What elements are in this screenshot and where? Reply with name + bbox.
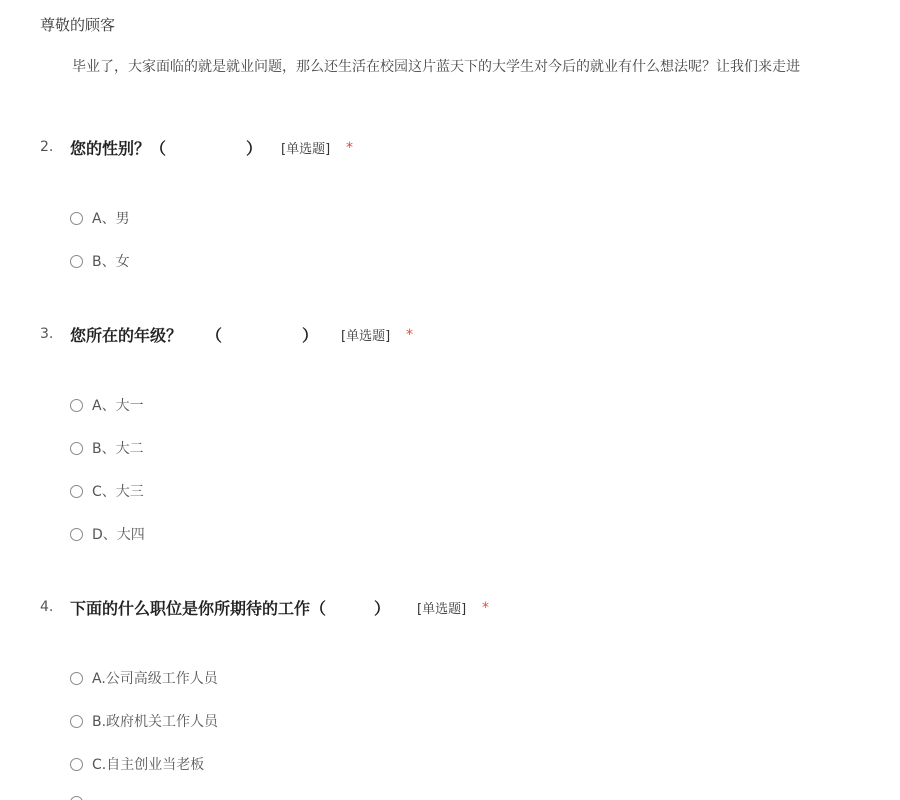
option-label: B、女 — [92, 254, 130, 270]
question-type-tag: [单选题] — [341, 329, 391, 344]
option-label: C.自主创业当老板 — [92, 757, 205, 773]
option-sophomore[interactable] — [70, 438, 144, 458]
option-label: A.公司高级工作人员 — [92, 671, 218, 687]
radio-button[interactable] — [70, 715, 83, 728]
option-corporate-senior-staff[interactable] — [70, 668, 218, 688]
option-label: B.政府机关工作人员 — [92, 714, 219, 730]
question-type-tag: [单选题] — [281, 142, 331, 157]
option-label: B、大二 — [92, 441, 144, 457]
question-title: 下面的什么职位是你所期待的工作（ ） — [70, 599, 391, 618]
option-label: A、男 — [92, 211, 130, 227]
question-type-tag: [单选题] — [417, 602, 467, 617]
option-label: A、大一 — [92, 398, 144, 414]
radio-button[interactable] — [70, 399, 83, 412]
option-female[interactable] — [70, 251, 130, 271]
radio-button[interactable] — [70, 442, 83, 455]
option-partial-hidden[interactable] — [70, 792, 92, 800]
radio-button[interactable] — [70, 528, 83, 541]
option-government-staff[interactable] — [70, 711, 218, 731]
option-junior[interactable] — [70, 481, 144, 501]
radio-button[interactable] — [70, 255, 83, 268]
greeting: 尊敬的顾客 — [40, 16, 116, 34]
option-label: C、大三 — [92, 484, 144, 500]
option-entrepreneur[interactable] — [70, 754, 204, 774]
option-freshman[interactable] — [70, 395, 144, 415]
option-senior[interactable] — [70, 524, 145, 544]
radio-button[interactable] — [70, 796, 83, 800]
question-title: 您的性别？（ ） — [70, 139, 263, 158]
question-number: 3. — [40, 326, 54, 342]
required-marker: * — [406, 327, 413, 343]
question-number: 4. — [40, 599, 54, 615]
question-title: 您所在的年级？ （ ） — [70, 326, 319, 345]
radio-button[interactable] — [70, 758, 83, 771]
radio-button[interactable] — [70, 672, 83, 685]
option-male[interactable] — [70, 208, 130, 228]
required-marker: * — [346, 140, 353, 156]
radio-button[interactable] — [70, 485, 83, 498]
survey-intro: 毕业了，大家面临的就是就业问题，那么还生活在校园这片蓝天下的大学生对今后的就业有什么想法呢？让我们来走进 — [72, 59, 800, 75]
question-number: 2. — [40, 139, 54, 155]
radio-button[interactable] — [70, 212, 83, 225]
option-label: D、大四 — [92, 527, 145, 543]
required-marker: * — [482, 600, 489, 616]
